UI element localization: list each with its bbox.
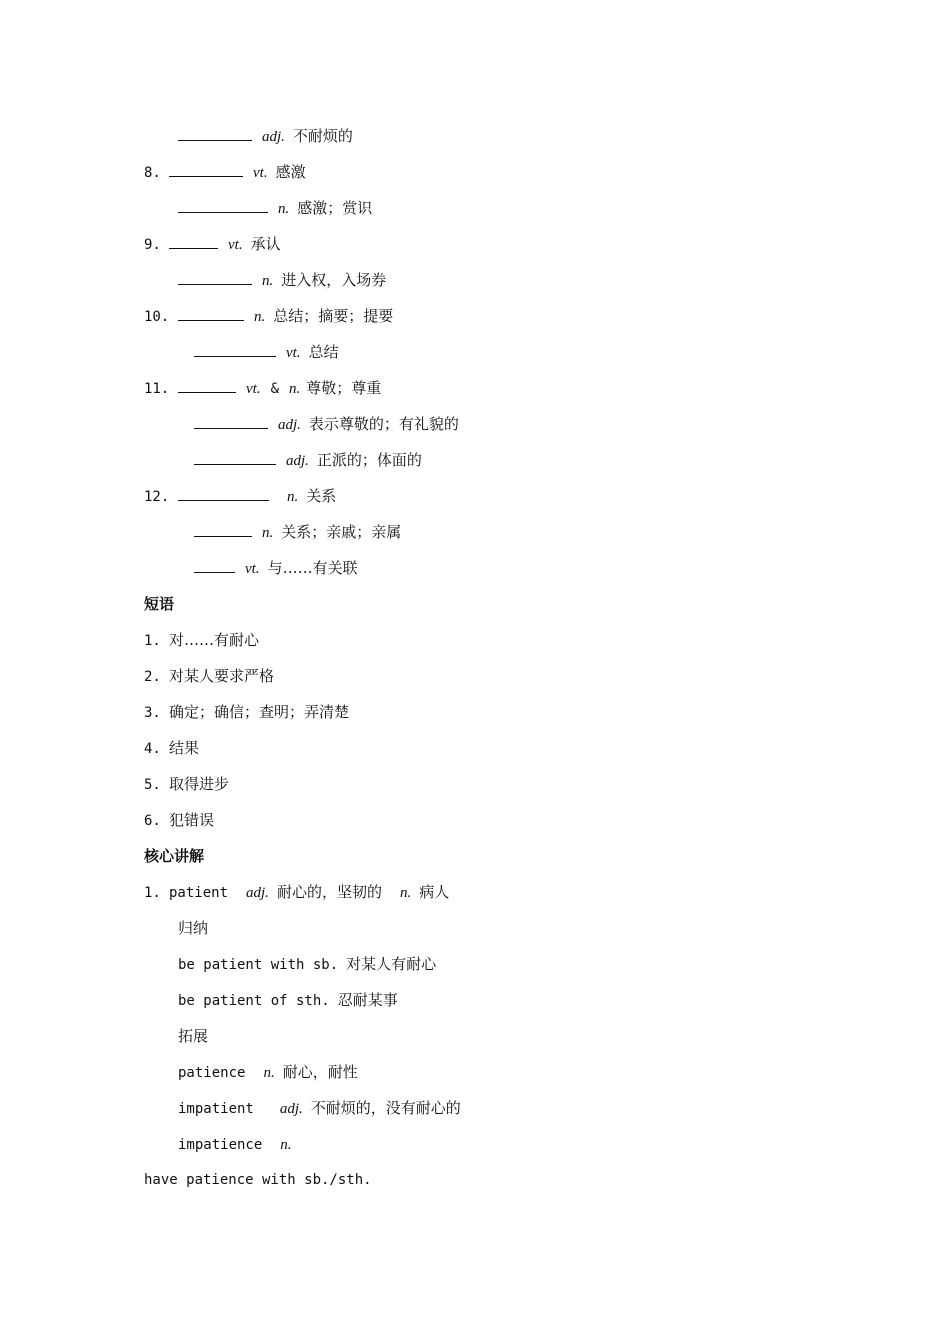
vocab-row	[144, 162, 306, 182]
item-number: 2.	[144, 669, 161, 685]
summary-item	[178, 990, 398, 1010]
word: patience	[178, 1065, 246, 1081]
part-of-speech: n.	[399, 885, 412, 901]
extend-item	[178, 1134, 300, 1154]
phrase-en: be patient of sth.	[178, 993, 330, 1009]
part-of-speech: n.	[287, 489, 299, 505]
phrase-text: 确定；确信；查明；弄清楚	[169, 703, 350, 721]
phrase-item	[144, 774, 229, 794]
item-number: 6.	[144, 813, 161, 829]
meaning: 总结	[308, 343, 339, 361]
meaning: 不耐烦的	[292, 127, 353, 145]
meaning: 与……有关联	[267, 559, 358, 577]
meaning: 关系	[306, 487, 337, 505]
headword: patient	[169, 885, 229, 901]
word: impatience	[178, 1137, 263, 1153]
summary-item	[178, 954, 436, 974]
meaning: 总结；摘要；提要	[273, 307, 394, 325]
answer-blank[interactable]	[194, 558, 235, 573]
item-number: 12.	[144, 489, 170, 505]
answer-blank[interactable]	[194, 342, 276, 357]
vocab-row	[178, 270, 386, 290]
phrase-en: be patient with sb.	[178, 957, 339, 973]
part-of-speech: n.	[262, 525, 274, 541]
item-number: 4.	[144, 741, 161, 757]
vocab-row	[194, 522, 401, 542]
phrase-text: 对……有耐心	[169, 631, 260, 649]
phrase-text: 取得进步	[169, 775, 230, 793]
part-of-speech: adj.	[279, 1101, 303, 1117]
phrases-heading: 短语	[144, 595, 175, 613]
extend-item	[178, 1062, 358, 1082]
item-number: 8.	[144, 165, 161, 181]
answer-blank[interactable]	[178, 486, 269, 501]
vocab-row	[194, 414, 459, 434]
phrase-text: 结果	[169, 739, 200, 757]
answer-blank[interactable]	[169, 162, 243, 177]
phrase-item	[144, 738, 199, 758]
ampersand: &	[270, 381, 280, 397]
part-of-speech: adj.	[262, 129, 285, 145]
phrase-item	[144, 630, 259, 650]
meaning: 病人	[419, 883, 450, 901]
extend-label: 拓展	[178, 1027, 209, 1045]
meaning: 表示尊敬的；有礼貌的	[308, 415, 459, 433]
vocab-row	[144, 234, 281, 254]
answer-blank[interactable]	[194, 450, 276, 465]
answer-blank[interactable]	[178, 378, 236, 393]
answer-blank[interactable]	[169, 234, 218, 249]
vocab-row	[144, 378, 381, 398]
core-heading: 核心讲解	[144, 847, 205, 865]
part-of-speech: vt.	[246, 381, 261, 397]
phrase-text: 犯错误	[169, 811, 215, 829]
item-number: 3.	[144, 705, 161, 721]
item-number: 5.	[144, 777, 161, 793]
vocab-row	[194, 450, 422, 470]
part-of-speech: n.	[254, 309, 266, 325]
part-of-speech: n.	[280, 1137, 292, 1153]
answer-blank[interactable]	[178, 126, 252, 141]
part-of-speech: adj.	[286, 453, 309, 469]
part-of-speech: vt.	[228, 237, 243, 253]
item-number: 9.	[144, 237, 161, 253]
phrase-item	[144, 810, 214, 830]
vocab-row	[178, 198, 372, 218]
core-entry	[144, 882, 449, 902]
meaning: 关系；亲戚；亲属	[281, 523, 402, 541]
part-of-speech: vt.	[286, 345, 301, 361]
answer-blank[interactable]	[178, 270, 252, 285]
part-of-speech: adj.	[246, 885, 269, 901]
meaning: 不耐烦的，没有耐心的	[310, 1099, 461, 1117]
extend-item	[178, 1098, 461, 1118]
answer-blank[interactable]	[178, 198, 268, 213]
item-number: 11.	[144, 381, 170, 397]
item-number: 1.	[144, 633, 161, 649]
phrase-item	[144, 666, 274, 686]
meaning: 正派的；体面的	[316, 451, 422, 469]
phrase-cn: 对某人有耐心	[346, 955, 437, 973]
phrase-item	[144, 702, 349, 722]
phrase-text: 对某人要求严格	[169, 667, 275, 685]
item-number: 1.	[144, 885, 161, 901]
part-of-speech: vt.	[253, 165, 268, 181]
meaning: 承认	[250, 235, 281, 253]
summary-label: 归纳	[178, 919, 209, 937]
part-of-speech: n.	[278, 201, 290, 217]
part-of-speech: n.	[262, 273, 274, 289]
meaning: 耐心的，坚韧的	[276, 883, 382, 901]
vocab-row	[194, 342, 339, 362]
meaning: 耐心，耐性	[282, 1063, 358, 1081]
phrase-cn: 忍耐某事	[337, 991, 398, 1009]
answer-blank[interactable]	[194, 414, 268, 429]
part-of-speech: n.	[289, 381, 301, 397]
vocab-row	[178, 126, 353, 146]
vocab-row	[194, 558, 358, 578]
answer-blank[interactable]	[194, 522, 252, 537]
vocab-row	[144, 486, 336, 506]
meaning: 进入权，入场券	[281, 271, 387, 289]
part-of-speech: vt.	[245, 561, 260, 577]
meaning: 感激	[275, 163, 306, 181]
item-number: 10.	[144, 309, 170, 325]
part-of-speech: adj.	[278, 417, 301, 433]
meaning: 感激；赏识	[297, 199, 373, 217]
word: impatient	[178, 1101, 254, 1117]
answer-blank[interactable]	[178, 306, 244, 321]
phrase-line: have patience with sb./sth.	[144, 1172, 372, 1188]
vocab-row	[144, 306, 393, 326]
part-of-speech: n.	[263, 1065, 275, 1081]
meaning: 尊敬；尊重	[306, 379, 382, 397]
